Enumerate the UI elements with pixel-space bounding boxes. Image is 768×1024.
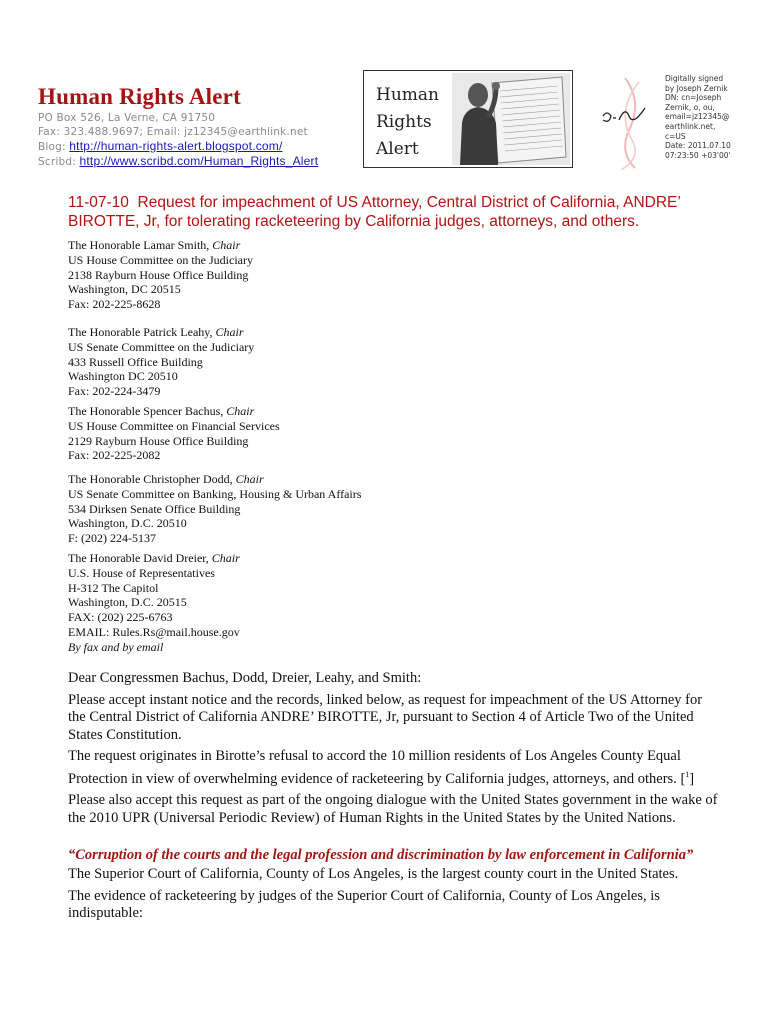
recipient-line: EMAIL: Rules.Rs@mail.house.gov	[68, 624, 240, 639]
body-paragraph: The evidence of racketeering by judges of the Superior Court of California, County of Los Angeles, is indisputable:	[68, 887, 660, 922]
recipient-title: Chair	[211, 551, 240, 565]
blog-link[interactable]: http://human-rights-alert.blogspot.com/	[69, 139, 283, 153]
body-paragraph: Please accept instant notice and the records, linked below, as request for impeachment of the US Attorney for the Central District of California ANDRE’ BIROTTE, Jr, pursuant to Section 4 of Article Two of the United States Constitution.	[68, 691, 703, 743]
recipient-title: Chair	[215, 325, 244, 339]
recipient-line: FAX: (202) 225-6763	[68, 610, 173, 625]
recipient-name: The Honorable Spencer Bachus,	[68, 404, 224, 418]
signature-scribble-image	[585, 72, 647, 172]
recipient-line: Washington, D.C. 20510	[68, 516, 187, 531]
signature-line: earthlink.net,	[665, 121, 716, 131]
signature-line: 07:23:50 +03'00'	[665, 150, 731, 160]
footnote-bracket-close: ]	[689, 770, 695, 787]
contact-address: PO Box 526, La Verne, CA 91750	[38, 112, 216, 124]
recipient-line: US Senate Committee on Banking, Housing & Urban Affairs	[68, 486, 362, 501]
signature-line: Date: 2011.07.10	[665, 141, 731, 151]
recipient-name: The Honorable Lamar Smith,	[68, 238, 210, 252]
body-paragraph	[68, 748, 718, 788]
body-paragraph: Please also accept this request as part of the ongoing dialogue with the United States government in the wake of the 2010 UPR (Universal Periodic Review) of Human Rights in the United States by the United Nations.	[68, 792, 718, 826]
recipient-line: Fax: 202-225-2082	[68, 448, 161, 463]
recipient-line: US House Committee on the Judiciary	[68, 252, 253, 267]
recipient-block	[68, 325, 254, 399]
headline	[68, 193, 728, 231]
signature-line: email=jz12345@	[665, 112, 730, 122]
recipient-line: U.S. House of Representatives	[68, 565, 215, 580]
letter-body	[68, 670, 718, 832]
signature-line: Digitally signed	[665, 74, 724, 83]
signature-line: by Joseph Zernik	[665, 83, 728, 93]
salutation: Dear Congressmen Bachus, Dodd, Dreier, Leahy, and Smith:	[68, 670, 422, 686]
footnote-bracket-open: [	[680, 770, 686, 787]
logo-word-alert: Alert	[376, 139, 419, 159]
recipient-line: H-312 The Capitol	[68, 580, 159, 595]
body-paragraph: The Superior Court of California, County of Los Angeles, is the largest county court in the United States.	[68, 866, 679, 882]
recipient-block	[68, 404, 280, 463]
recipient-line: US Senate Committee on the Judiciary	[68, 339, 255, 354]
body-paragraph-text: The request originates in Birotte’s refusal to accord the 10 million residents of Los Angeles County Equal Protection in view of overwhelming evidence of racketeering by California judges, attorneys, and others.	[68, 748, 681, 787]
section-heading: “Corruption of the courts and the legal profession and discrimination by law enforcement in California”	[68, 847, 694, 863]
signature-line: DN: cn=Joseph	[665, 93, 722, 103]
recipient-line: Fax: 202-224-3479	[68, 384, 161, 399]
recipient-title: Chair	[235, 472, 264, 486]
recipient-line: F: (202) 224-5137	[68, 531, 156, 546]
recipient-name: The Honorable Patrick Leahy,	[68, 325, 213, 339]
contact-blog	[38, 139, 283, 153]
headline-text: Request for impeachment of US Attorney, Central District of California, ANDRE’ BIROTTE, Jr, for tolerating racketeering by California judges, attorneys, and others.	[68, 194, 681, 230]
blog-label: Blog:	[38, 141, 66, 153]
recipient-line: US House Committee on Financial Services	[68, 418, 280, 433]
recipient-block	[68, 551, 240, 655]
org-title: Human Rights Alert	[38, 84, 241, 109]
recipient-block	[68, 238, 253, 312]
signature-line: c=US	[665, 131, 686, 141]
contact-scribd	[38, 154, 318, 168]
recipient-line: 534 Dirksen Senate Office Building	[68, 501, 241, 516]
scribd-label: Scribd:	[38, 156, 76, 168]
recipient-title: Chair	[212, 238, 241, 252]
recipient-line: 433 Russell Office Building	[68, 354, 203, 369]
recipient-line: Washington, DC 20515	[68, 282, 181, 297]
recipient-line: Fax: 202-225-8628	[68, 297, 161, 312]
contact-fax-email: Fax: 323.488.9697; Email: jz12345@earthlink.net	[38, 126, 308, 138]
recipient-line: Washington DC 20510	[68, 369, 178, 384]
recipient-title: Chair	[226, 404, 255, 418]
logo-box	[363, 70, 573, 168]
section-body	[68, 866, 718, 927]
digital-signature-text	[665, 74, 731, 160]
scribd-link[interactable]: http://www.scribd.com/Human_Rights_Alert	[79, 154, 319, 168]
logo-photo-image	[452, 73, 570, 165]
delivery-note: By fax and by email	[68, 639, 164, 654]
recipient-line: Washington, D.C. 20515	[68, 595, 187, 610]
recipient-block	[68, 472, 361, 546]
recipient-name: The Honorable Christopher Dodd,	[68, 472, 233, 486]
recipient-line: 2138 Rayburn House Office Building	[68, 267, 249, 282]
signature-line: Zernik, o, ou,	[665, 102, 715, 112]
footnote-reference[interactable]: 1	[685, 769, 690, 779]
recipient-name: The Honorable David Dreier,	[68, 551, 209, 565]
headline-date: 11-07-10	[68, 194, 129, 211]
recipient-line: 2129 Rayburn House Office Building	[68, 433, 249, 448]
logo-word-human: Human	[376, 85, 439, 105]
logo-word-rights: Rights	[376, 112, 432, 132]
